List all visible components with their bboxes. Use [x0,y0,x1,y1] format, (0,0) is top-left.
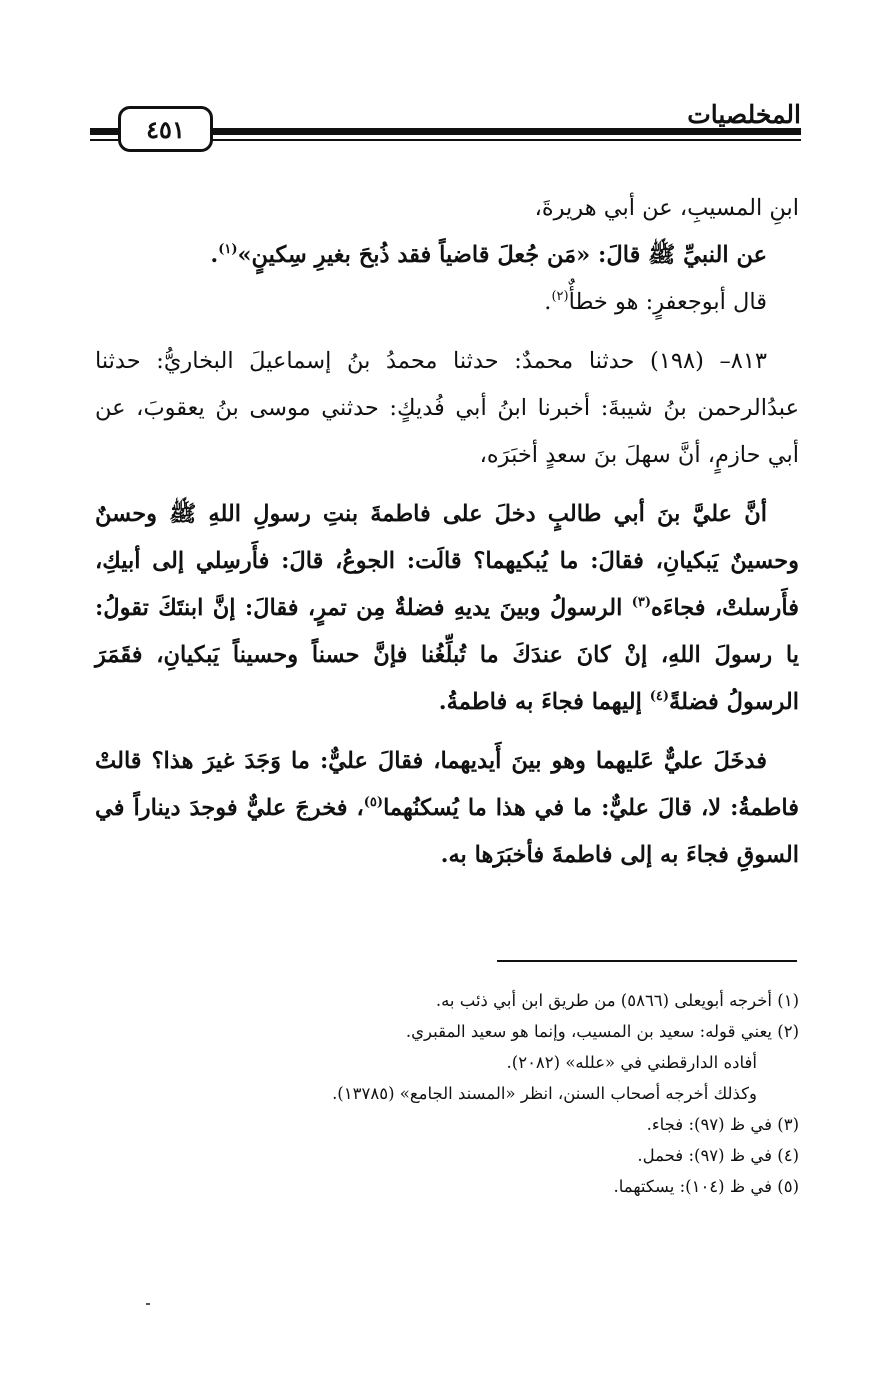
text-span: فدخَلَ عليٌّ عَليهما وهو بينَ أَيديهما، فقالَ عليٌّ: ما وَجَدَ غيرَ هذا؟ قالتْ فاطمةُ: لا، قالَ عليٌّ: ما في هذا ما يُسكنُهما [95,748,799,821]
main-text [95,185,799,879]
footnote-4: (٤) في ظ (٩٧): فحمل. [637,1146,799,1165]
page-number: ٤٥١ [146,114,185,144]
text-span: عن النبيِّ ﷺ قالَ: «مَن جُعلَ قاضياً فقد ذُبحَ بغيرِ سِكينٍ» [237,242,767,268]
paragraph-chain-end [95,185,799,232]
hadith-text-2 [95,491,799,726]
text-span: قال أبوجعفرٍ: هو خطأٌ [568,289,767,315]
commentary: قال أبوجعفرٍ: هو خطأٌ$^{(٢)}$. [544,289,767,315]
text-span: ابنِ المسيبِ، عن أبي هريرةَ، [534,195,799,221]
footnote-ref[interactable]: (٣) [631,595,651,610]
hadith-text-3 [95,738,799,879]
footnote-ref[interactable]: (١) [218,242,238,257]
text-span: أنَّ عليَّ بنَ أبي طالبٍ دخلَ على فاطمةَ بنتِ رسولِ اللهِ ﷺ وحسنٌ وحسينٌ يَبكيانِ، فقالَ: ما يُبكيهما؟ قالَت: الجوعُ، قالَ: فأَرسِلي إلى أبيكِ، فأَرسلتْ، فجاءَه [95,501,799,621]
footnote-2-cont-b: وكذلك أخرجه أصحاب السنن، انظر «المسند الجامع» (١٣٧٨٥). [332,1084,757,1103]
footnotes [95,985,799,1202]
scan-speck [146,1303,150,1305]
text-span: الرسولُ وبينَ يديهِ فضلةٌ مِن تمرٍ، فقالَ: إنَّ ابنتَكَ تقولُ: يا رسولَ اللهِ، إنْ كانَ عندَكَ ما تُبلِّغُنا فإنَّ حسناً وحسيناً يَبكيانِ، فقَمَرَ الرسولُ فضلةً [95,595,799,715]
footnote-ref[interactable]: (٢) [551,289,569,304]
footnote-ref[interactable]: (٤) [649,689,670,704]
running-title: المخلصيات [687,100,801,129]
footnote-ref[interactable]: (٥) [363,795,384,810]
text-span: إليهما فجاءَ به فاطمةُ. [438,689,650,715]
text-span: ٨١٣– (١٩٨) حدثنا محمدٌ: حدثنا محمدُ بنُ إسماعيلَ البخاريُّ: حدثنا عبدُالرحمن بنُ شيبةَ: أخبرنا ابنُ أبي فُديكٍ: حدثني موسى بنُ يعقوبَ، عن أبي حازمٍ، أنَّ سهلَ بنَ سعدٍ أخبَرَه، [95,348,799,468]
footnote-5: (٥) في ظ (١٠٤): يسكتهما. [613,1177,799,1196]
hadith-text-1: عن النبيِّ ﷺ قالَ: «مَن جُعلَ قاضياً فقد ذُبحَ بغيرِ سِكينٍ»$^{(١)}$. [210,242,767,268]
isnad-paragraph [95,338,799,479]
page-number-box [118,106,213,152]
footnote-1: (١) أخرجه أبويعلى (٥٨٦٦) من طريق ابن أبي ذئب به. [435,991,799,1010]
footnote-2: (٢) يعني قوله: سعيد بن المسيب، وإنما هو سعيد المقبري. [405,1022,799,1041]
text-span: ، فخرجَ عليٌّ فوجدَ ديناراً في السوقِ فجاءَ به إلى فاطمةَ فأخبَرَها به. [95,795,799,868]
footnote-3: (٣) في ظ (٩٧): فجاء. [646,1115,799,1134]
footnote-separator [497,960,797,962]
footnote-2-cont-a: أفاده الدارقطني في «علله» (٢٠٨٢). [506,1053,757,1072]
